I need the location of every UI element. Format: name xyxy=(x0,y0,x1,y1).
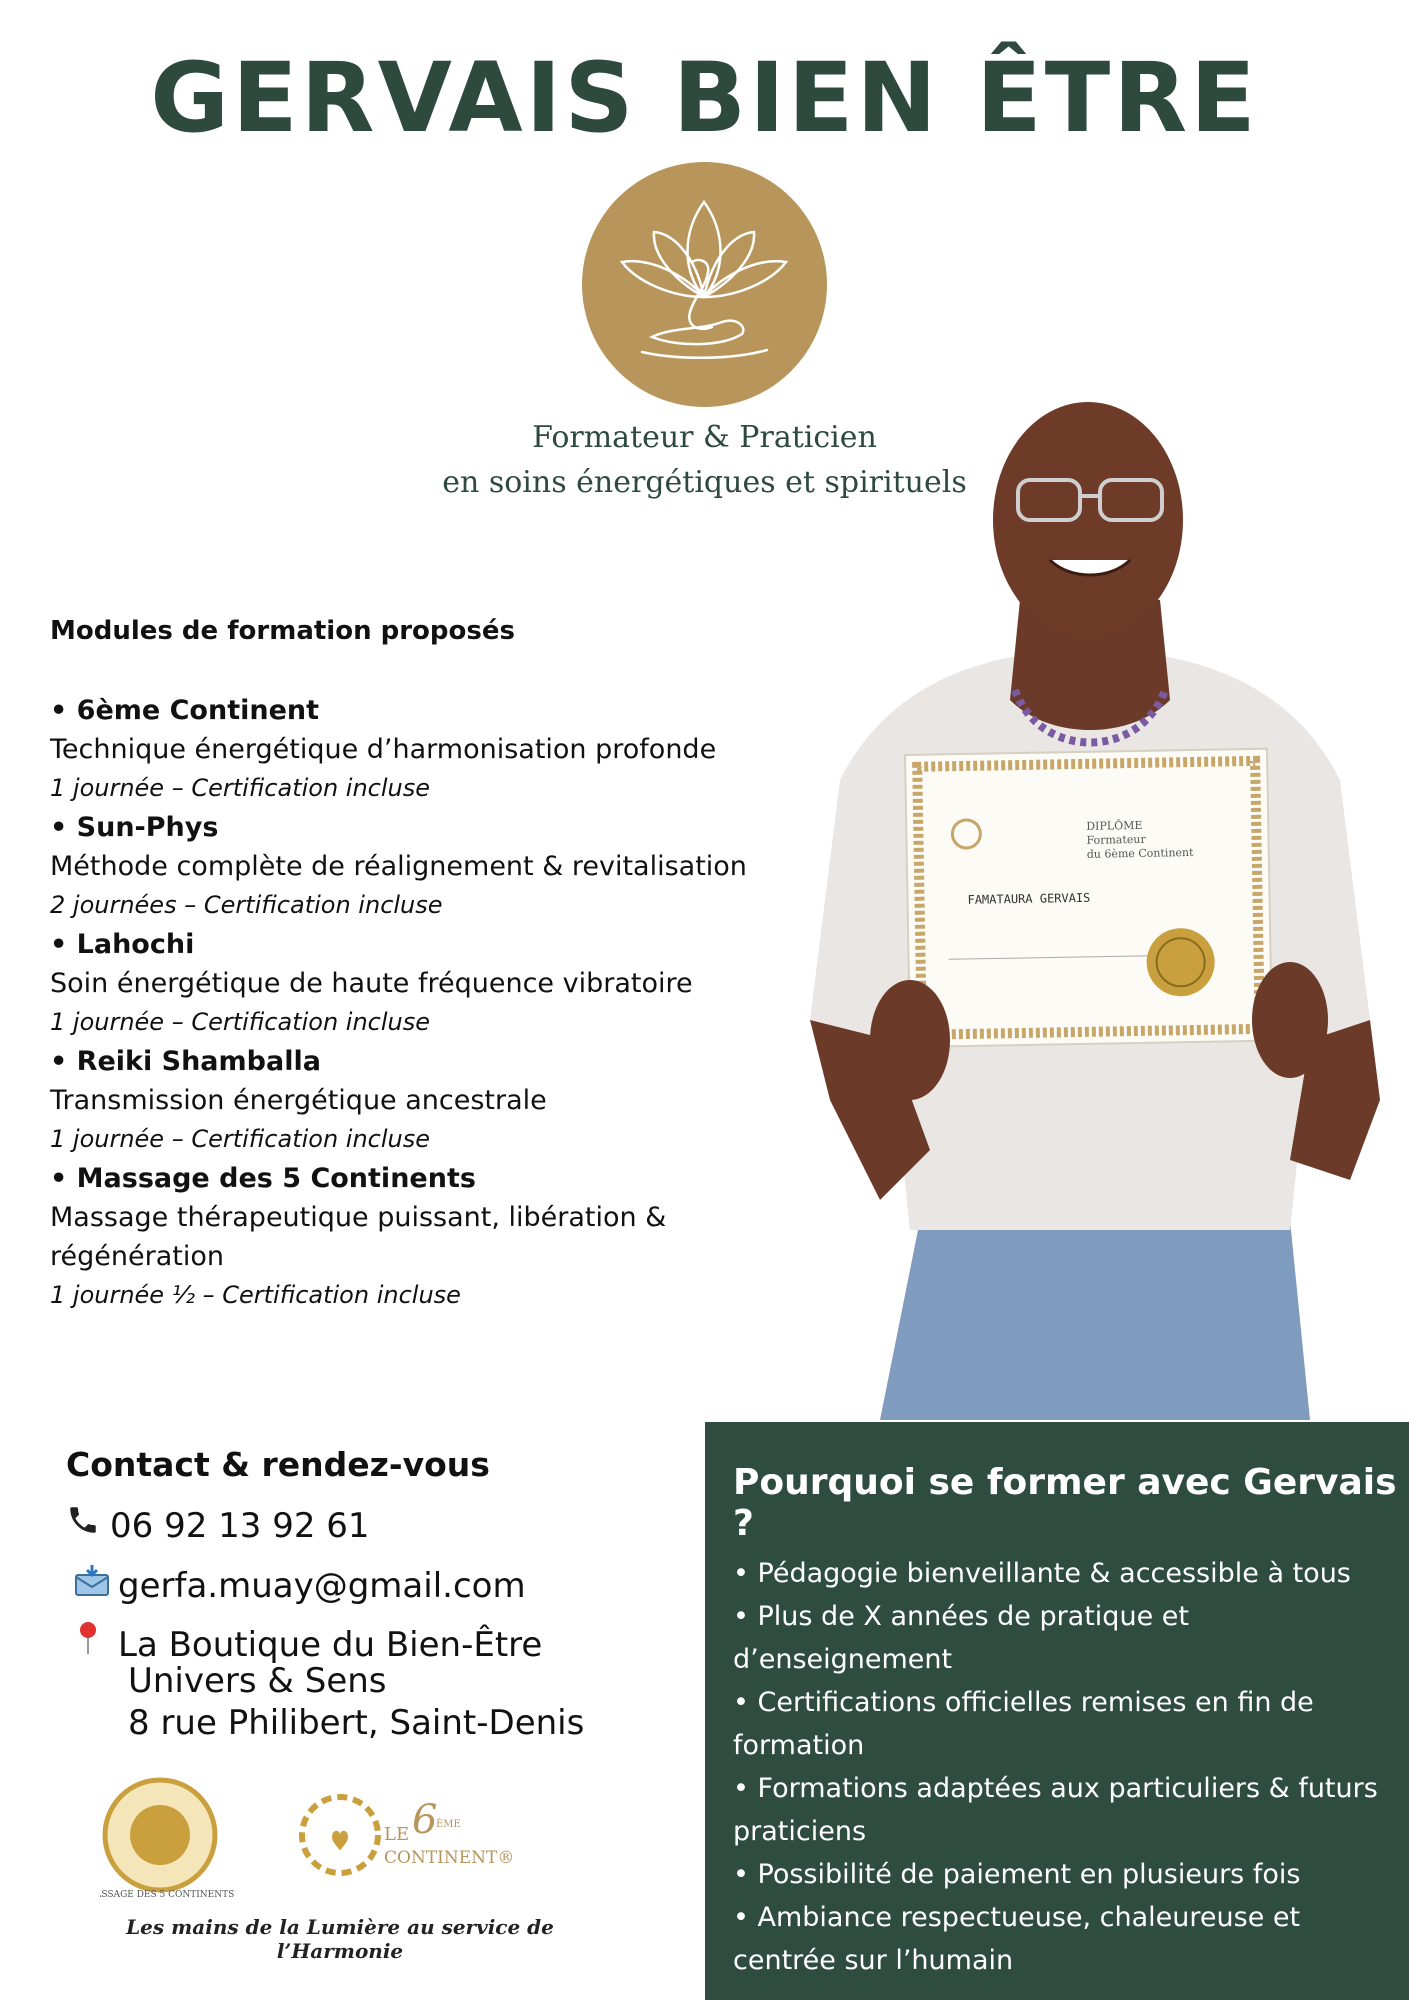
module-description: Soin énergétique de haute fréquence vibratoire xyxy=(50,968,693,999)
certificate-title-3: du 6ème Continent xyxy=(1086,845,1194,861)
continent-logo-continent: CONTINENT® xyxy=(384,1848,515,1868)
module-name: • Massage des 5 Continents xyxy=(50,1163,476,1194)
module-duration: 1 journée – Certification incluse xyxy=(50,1125,431,1153)
lotus-icon xyxy=(582,162,827,407)
phone-icon xyxy=(66,1503,106,1546)
continent-logo-six: 6 xyxy=(412,1797,438,1843)
list-item: • Pédagogie bienveillante & accessible à tous xyxy=(733,1558,1351,1589)
massage-logo-text: MASSAGE DES 5 CONTINENTS xyxy=(100,1890,235,1900)
module-duration: 2 journées – Certification incluse xyxy=(50,891,443,919)
continent-logo-le: LE xyxy=(384,1824,410,1845)
map-pin-icon xyxy=(74,1620,114,1665)
why-list xyxy=(733,1552,1393,1982)
module-item xyxy=(50,808,770,925)
list-item: • Formations adaptées aux particuliers & futurs praticiens xyxy=(733,1773,1378,1847)
module-item xyxy=(50,1159,770,1315)
tagline-line-2: en soins énergétiques et spirituels xyxy=(442,465,967,500)
practitioner-photo xyxy=(770,400,1409,1420)
address-row xyxy=(74,1620,542,1665)
module-duration: 1 journée – Certification incluse xyxy=(50,774,431,802)
partner-logos-svg xyxy=(100,1765,560,1915)
module-name: • Lahochi xyxy=(50,929,195,960)
email-address: gerfa.muay@gmail.com xyxy=(118,1566,526,1606)
phone-number: 06 92 13 92 61 xyxy=(110,1506,370,1546)
list-item: • Ambiance respectueuse, chaleureuse et centrée sur l’humain xyxy=(733,1902,1301,1976)
modules-heading: Modules de formation proposés xyxy=(50,616,515,646)
tagline-line-1: Formateur & Praticien xyxy=(532,420,877,455)
why-heading: Pourquoi se former avec Gervais ? xyxy=(733,1462,1397,1544)
partner-logos xyxy=(100,1765,560,1925)
massage-5-continents-logo xyxy=(100,1780,234,1900)
module-description: Technique énergétique d’harmonisation profonde xyxy=(50,734,717,765)
module-item xyxy=(50,925,770,1042)
training-modules xyxy=(50,612,770,1315)
page-title: GERVAIS BIEN ÊTRE xyxy=(150,42,1259,154)
certificate-recipient: FAMATAURA GERVAIS xyxy=(967,890,1091,907)
lotus-logo xyxy=(582,162,827,407)
module-description: Massage thérapeutique puissant, libération & régénération xyxy=(50,1202,667,1272)
module-item xyxy=(50,691,770,808)
address-line-2: Univers & Sens xyxy=(128,1661,387,1701)
phone-row[interactable] xyxy=(66,1503,370,1546)
module-description: Transmission énergétique ancestrale xyxy=(50,1085,547,1116)
email-row[interactable] xyxy=(74,1565,526,1606)
list-item: • Plus de X années de pratique et d’enseignement xyxy=(733,1601,1189,1675)
module-item xyxy=(50,1042,770,1159)
motto: Les mains de la Lumière au service de l’Harmonie xyxy=(126,1915,554,1963)
certificate-title-1: DIPLÔME xyxy=(1086,818,1143,833)
module-name: • Reiki Shamballa xyxy=(50,1046,321,1077)
certificate-title-2: Formateur xyxy=(1086,832,1146,847)
list-item: • Certifications officielles remises en fin de formation xyxy=(733,1687,1314,1761)
list-item: • Possibilité de paiement en plusieurs fois xyxy=(733,1859,1301,1890)
le-6eme-continent-logo xyxy=(302,1797,514,1873)
module-name: • 6ème Continent xyxy=(50,695,320,726)
contact-section xyxy=(66,1445,626,1743)
module-duration: 1 journée ½ – Certification incluse xyxy=(50,1281,461,1309)
module-duration: 1 journée – Certification incluse xyxy=(50,1008,431,1036)
why-train-panel xyxy=(705,1422,1409,2000)
address-line-1: La Boutique du Bien-Être xyxy=(118,1625,543,1665)
contact-heading: Contact & rendez-vous xyxy=(66,1445,490,1484)
address-line-3: 8 rue Philibert, Saint-Denis xyxy=(128,1703,585,1743)
module-description: Méthode complète de réalignement & revitalisation xyxy=(50,851,747,882)
continent-logo-eme: ÈME xyxy=(436,1819,461,1830)
email-icon xyxy=(74,1565,114,1606)
module-name: • Sun-Phys xyxy=(50,812,219,843)
